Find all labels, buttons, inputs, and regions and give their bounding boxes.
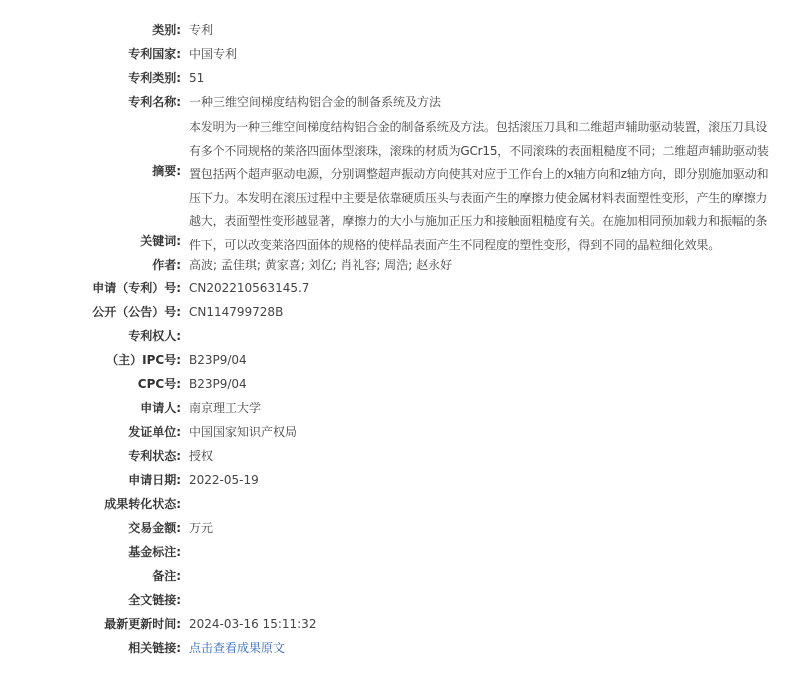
field-value-patent-class: 51 (189, 71, 205, 85)
field-label-category: 类别: (152, 23, 181, 37)
field-value-ipc: B23P9/04 (189, 353, 247, 367)
field-issuing-unit (0, 420, 799, 444)
field-value-issuing-unit: 中国国家知识产权局 (189, 425, 298, 439)
field-value-application-date: 2022-05-19 (189, 473, 259, 487)
field-label-fund-note: 基金标注: (128, 545, 181, 559)
field-patent-class (0, 66, 799, 90)
field-value-patent-name: 一种三维空间梯度结构铝合金的制备系统及方法 (189, 95, 442, 109)
field-label-issuing-unit: 发证单位: (128, 425, 181, 439)
field-cpc (0, 372, 799, 396)
field-category (0, 18, 799, 42)
field-value-applicant: 南京理工大学 (189, 401, 262, 415)
view-original-link[interactable]: 点击查看成果原文 (189, 641, 286, 655)
field-label-transfer-status: 成果转化状态: (104, 497, 181, 511)
field-keywords (0, 229, 799, 253)
field-label-authors: 作者: (152, 258, 181, 272)
field-label-keywords: 关键词: (140, 234, 181, 248)
field-value-related-link (189, 636, 774, 660)
field-label-patent-class: 专利类别: (128, 71, 181, 85)
field-value-application-no: CN202210563145.7 (189, 281, 310, 295)
field-label-remark: 备注: (152, 569, 181, 583)
field-value-country: 中国专利 (189, 47, 238, 61)
field-patentee (0, 324, 799, 348)
field-value-transaction-amount: 万元 (189, 521, 214, 535)
field-full-text-link (0, 588, 799, 612)
field-authors (0, 253, 799, 277)
field-application-no (0, 276, 799, 300)
field-value-status: 授权 (189, 449, 214, 463)
field-label-transaction-amount: 交易金额: (128, 521, 181, 535)
field-label-patentee: 专利权人: (128, 329, 181, 343)
field-related-link (0, 636, 799, 660)
field-label-country: 专利国家: (128, 47, 181, 61)
field-label-related-link: 相关链接: (128, 641, 181, 655)
field-label-applicant: 申请人: (140, 401, 181, 415)
field-value-category: 专利 (189, 23, 214, 37)
field-application-date (0, 468, 799, 492)
field-country (0, 42, 799, 66)
field-label-last-updated: 最新更新时间: (104, 617, 181, 631)
field-status (0, 444, 799, 468)
field-label-application-no: 申请（专利）号: (92, 281, 181, 295)
field-transaction-amount (0, 516, 799, 540)
field-transfer-status (0, 492, 799, 516)
field-label-ipc: （主）IPC号: (106, 353, 181, 367)
field-label-application-date: 申请日期: (128, 473, 181, 487)
field-value-last-updated: 2024-03-16 15:11:32 (189, 617, 317, 631)
field-last-updated (0, 612, 799, 636)
field-label-status: 专利状态: (128, 449, 181, 463)
field-label-cpc: CPC号: (137, 377, 181, 391)
field-publication-no (0, 300, 799, 324)
field-value-publication-no: CN114799728B (189, 305, 284, 319)
field-label-full-text-link: 全文链接: (128, 593, 181, 607)
field-ipc (0, 348, 799, 372)
field-fund-note (0, 540, 799, 564)
field-value-abstract: 本发明为一种三维空间梯度结构铝合金的制备系统及方法。包括滚压刀具和二维超声辅助驱动装置，滚压刀具设有多个不同规格的莱洛四面体型滚珠，滚珠的材质为GCr15，不同滚珠的表面粗糙度不同；二维超声辅助驱动装置包括两个超声驱动电源，分别调整超声振动方向使其对应于工作台上的x轴方向和z轴方向，即分别施加驱动和压下力。本发明在滚压过程中主要是依靠硬质压头与表面产生的摩擦力使金属材料表面塑性变形，产生的摩擦力越大，表面塑性变形越显著，摩擦力的大小与施加正压力和接触面粗糙度有关。在施加相同预加载力和振幅的条件下，可以改变莱洛四面体的规格的使样品表面产生不同程度的塑性变形，得到不同的晶粒细化效果。 (189, 120, 769, 252)
field-remark (0, 564, 799, 588)
field-label-abstract: 摘要: (152, 164, 181, 178)
field-patent-name (0, 90, 799, 114)
field-applicant (0, 396, 799, 420)
field-value-authors: 高波; 孟佳琪; 黄家喜; 刘亿; 肖礼容; 周浩; 赵永好 (189, 258, 453, 272)
field-value-cpc: B23P9/04 (189, 377, 247, 391)
field-label-publication-no: 公开（公告）号: (92, 305, 181, 319)
field-label-patent-name: 专利名称: (128, 95, 181, 109)
